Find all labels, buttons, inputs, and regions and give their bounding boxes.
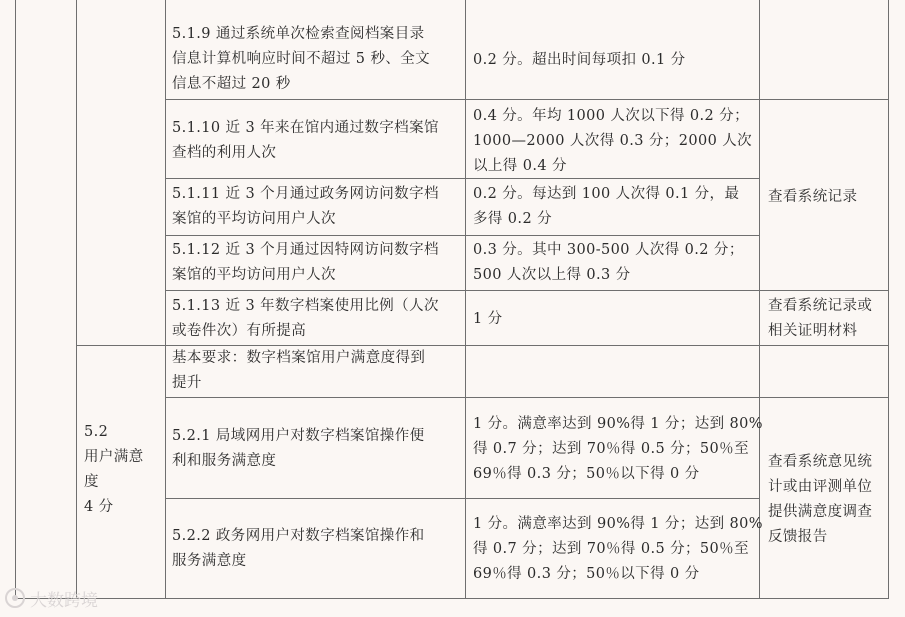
rule [165, 290, 888, 291]
rule [15, 598, 888, 599]
score-5-2-2: 1 分。满意率达到 90%得 1 分；达到 80% 得 0.7 分；达到 70％得 0.5 分；50％至 69％得 0.3 分；50％以下得 0 分 [473, 516, 763, 582]
score-5-1-10: 0.4 分。年均 1000 人次以下得 0.2 分； 1000—2000 人次得 0.3 分；2000 人次 以上得 0.4 分 [473, 108, 752, 174]
method-5-2: 查看系统意见统 计或由评测单位 提供满意度调查 反馈报告 [768, 454, 873, 545]
watermark [5, 585, 98, 611]
item-5-2-1: 5.2.1 局域网用户对数字档案馆操作便 利和服务满意度 [172, 428, 425, 469]
brand-logo-icon [5, 588, 25, 608]
item-5-1-13: 5.1.13 近 3 年数字档案使用比例（人次 或卷件次）有所提高 [172, 298, 439, 339]
item-5-1-10: 5.1.10 近 3 年来在馆内通过数字档案馆 查档的利用人次 [172, 120, 439, 161]
method-5-1-13: 查看系统记录或 相关证明材料 [768, 298, 873, 339]
rule [165, 99, 888, 100]
item-5-2-2: 5.2.2 政务网用户对数字档案馆操作和 服务满意度 [172, 528, 425, 569]
rule [759, 0, 760, 599]
rule [165, 0, 166, 599]
rule [76, 0, 77, 599]
rule [465, 0, 466, 599]
basic-requirement: 基本要求：数字档案馆用户满意度得到 提升 [172, 350, 426, 391]
rule [888, 0, 889, 599]
score-5-1-9: 0.2 分。超出时间每项扣 0.1 分 [473, 52, 686, 68]
section-5-2-label: 5.2 用户满意 度 4 分 [84, 424, 144, 515]
rule [165, 397, 888, 398]
item-5-1-12: 5.1.12 近 3 个月通过因特网访问数字档 案馆的平均访问用户人次 [172, 242, 439, 283]
method-system-records: 查看系统记录 [768, 189, 858, 205]
score-5-1-12: 0.3 分。其中 300-500 人次得 0.2 分； 500 人次以上得 0.3 分 [473, 242, 744, 283]
score-5-1-13: 1 分 [473, 311, 503, 327]
item-5-1-9: 5.1.9 通过系统单次检索查阅档案目录 信息计算机响应时间不超过 5 秒、全文 信息不超过 20 秒 [172, 26, 431, 92]
watermark-text: 大数跨境 [30, 590, 98, 611]
item-5-1-11: 5.1.11 近 3 个月通过政务网访问数字档 案馆的平均访问用户人次 [172, 186, 439, 227]
score-5-1-11: 0.2 分。每达到 100 人次得 0.1 分，最 多得 0.2 分 [473, 186, 740, 227]
rule [165, 235, 759, 236]
score-5-2-1: 1 分。满意率达到 90%得 1 分；达到 80% 得 0.7 分；达到 70％得 0.5 分；50％至 69％得 0.3 分；50％以下得 0 分 [473, 416, 763, 482]
rule [165, 498, 759, 499]
rule [15, 0, 16, 599]
